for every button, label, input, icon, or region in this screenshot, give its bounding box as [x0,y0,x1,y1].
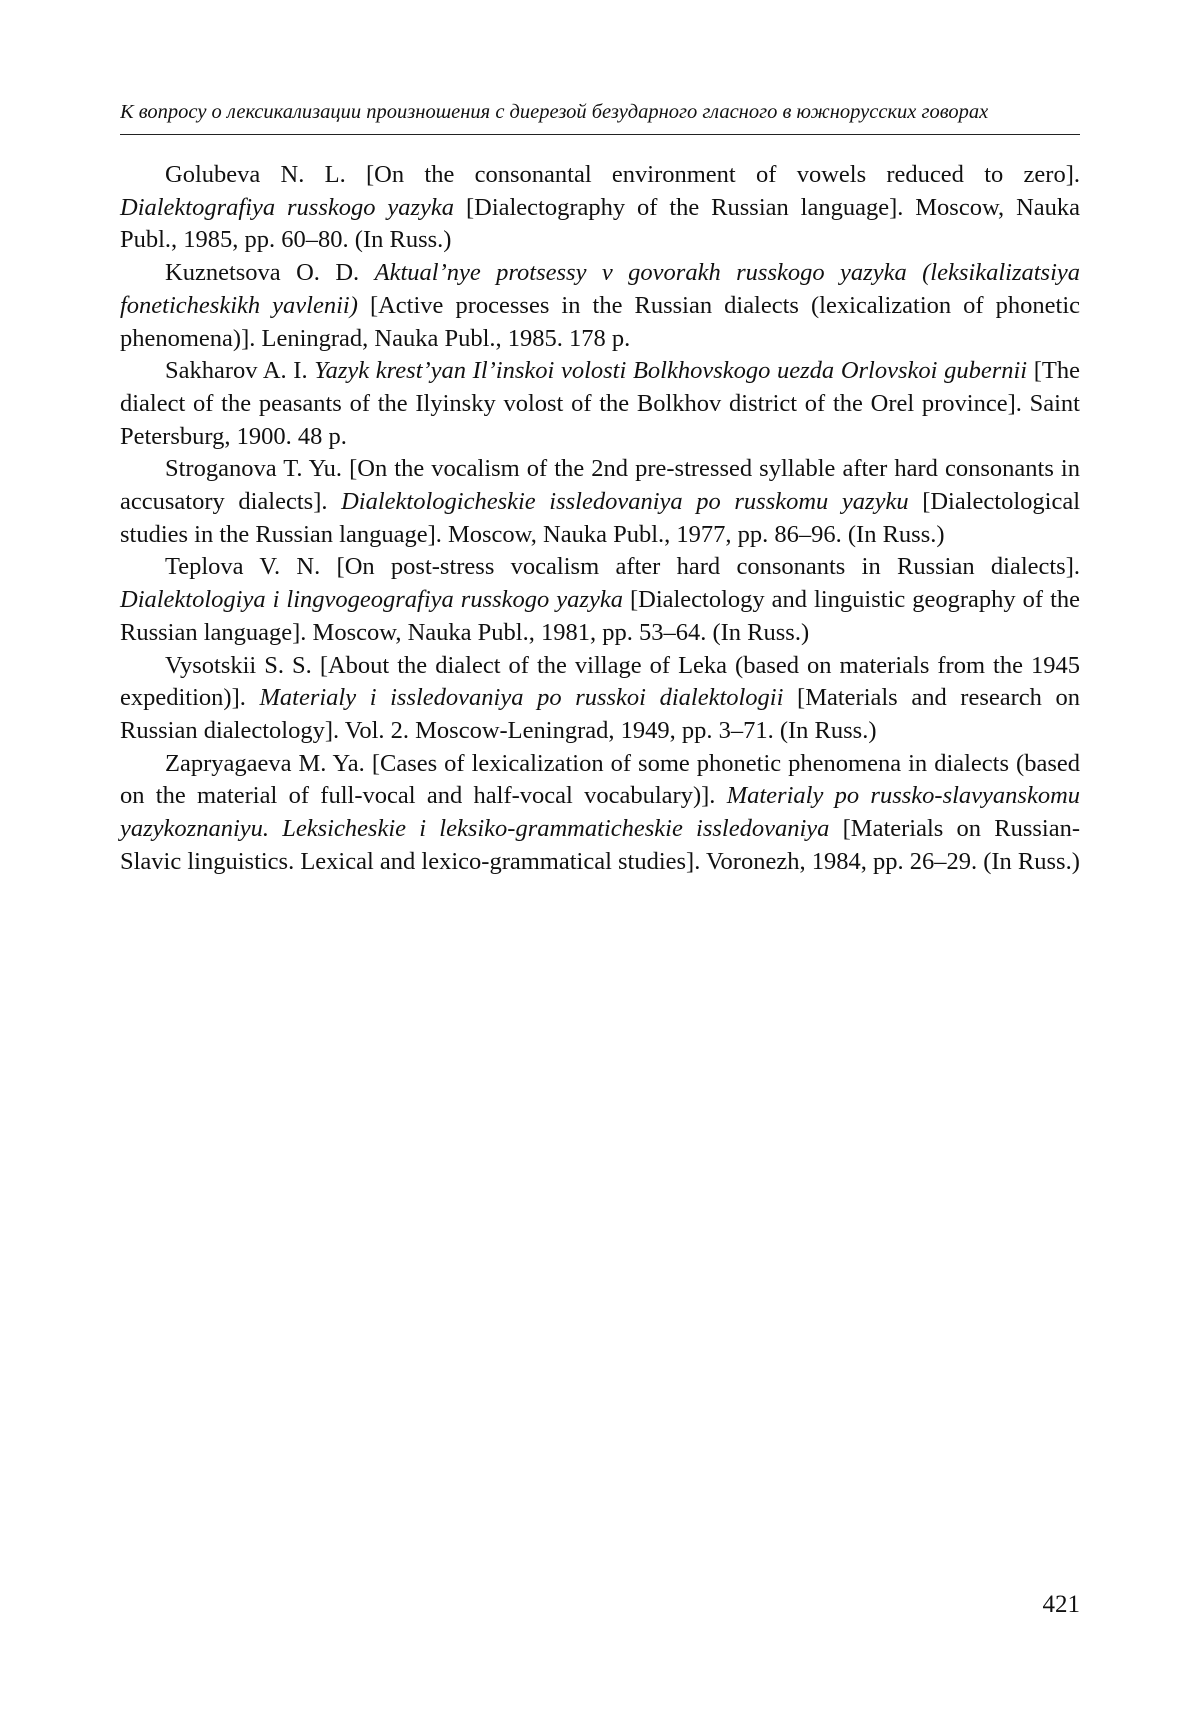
reference-description: [On the vocalism of the 2nd pre-stressed syllable after hard consonants in accusatory dialects]. [120,455,1080,516]
reference-details: [Dialectology and linguistic geography of the Russian language]. Moscow, Nauka Publ., 1981, pp. 53–64. (In Russ.) [120,586,1081,646]
reference-author: Kuznetsova O. D. [165,259,360,287]
reference-details: [Active processes in the Russian dialects (lexicalization of phonetic phenomena)]. Leningrad, Nauka Publ., 1985. 178 p. [120,291,1081,352]
reference-description: [On the consonantal environment of vowels reduced to zero]. [366,161,1080,188]
reference-author: Sakharov A. I. [165,357,308,385]
reference-title: Materialy po russko-slavyanskomu yazykoznaniyu. Leksicheskie i leksiko-grammaticheskie issledovaniya [120,782,1081,843]
reference-title: Materialy i issledovaniya po russkoi dialektologii [259,684,784,712]
reference-list [120,159,1080,878]
reference-details: [Dialectography of the Russian language]. Moscow, Nauka Publ., 1985, pp. 60–80. (In Russ.) [120,193,1081,254]
page-number: 421 [1042,1591,1080,1618]
reference-description: [About the dialect of the village of Leka (based on materials from the 1945 expedition)]. [120,651,1080,712]
reference-entry [120,355,1080,453]
reference-author: Teplova V. N. [165,553,321,581]
reference-description: [Cases of lexicalization of some phonetic phenomena in dialects (based on the material of full-vocal and half-vocal vocabulary)]. [120,749,1080,810]
reference-title: Dialektologiya i lingvogeografiya russkogo yazyka [120,586,623,614]
running-header: К вопросу о лексикализации произношения с диерезой безударного гласного в южнорусских говорах [120,101,989,123]
reference-entry [120,650,1080,748]
reference-entry [120,551,1080,649]
reference-author: Zapryagaeva M. Ya. [165,749,365,777]
reference-author: Vysotskii S. S. [165,651,312,679]
reference-title: Aktual’nye protsessy v govorakh russkogo yazyka (leksikalizatsiya foneticheskikh yavlenii) [120,259,1081,319]
reference-description: [On post-stress vocalism after hard consonants in Russian dialects]. [336,553,1081,581]
reference-details: [Materials on Russian-Slavic linguistics. Lexical and lexico-grammatical studies]. Voronezh, 1984, pp. 26–29. (In Russ.) [120,815,1080,875]
reference-entry [120,453,1080,551]
reference-entry [120,159,1080,257]
reference-title: Yazyk krest’yan Il’inskoi volosti Bolkhovskogo uezda Orlovskoi gubernii [314,357,1028,385]
reference-author: Stroganova T. Yu. [165,455,343,483]
reference-title: Dialektografiya russkogo yazyka [120,193,455,221]
reference-details: [Dialectological studies in the Russian language]. Moscow, Nauka Publ., 1977, pp. 86–96. (In Russ.) [120,488,1081,548]
reference-entry [120,257,1080,355]
reference-entry [120,748,1080,879]
reference-title: Dialektologicheskie issledovaniya po russkomu yazyku [341,488,909,516]
reference-details: [Materials and research on Russian dialectology]. Vol. 2. Moscow-Leningrad, 1949, pp. 3–71. (In Russ.) [120,684,1081,744]
header-rule [120,134,1080,135]
reference-details: [The dialect of the peasants of the Ilyinsky volost of the Bolkhov district of the Orel province]. Saint Petersburg, 1900. 48 p. [120,357,1081,450]
reference-author: Golubeva N. L. [165,161,346,188]
